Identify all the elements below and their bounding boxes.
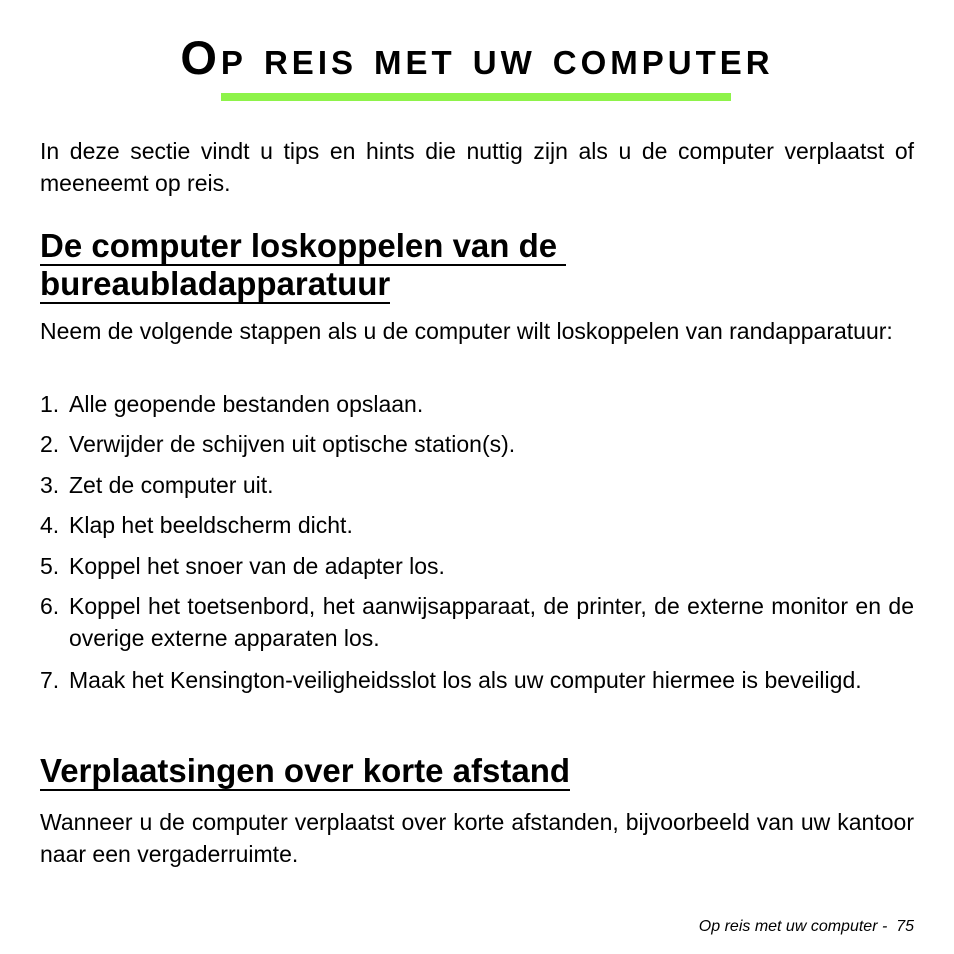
list-item xyxy=(40,590,914,654)
step-text: Koppel het snoer van de adapter los. xyxy=(69,553,445,579)
step-text: Zet de computer uit. xyxy=(69,472,274,498)
list-item xyxy=(40,388,914,420)
page-footer xyxy=(699,916,914,938)
step-number: 5. xyxy=(40,553,60,579)
step-text: Klap het beeldscherm dicht. xyxy=(69,512,353,538)
step-text: Verwijder de schijven uit optische station(s). xyxy=(69,431,516,457)
footer-running-title: Op reis met uw computer - xyxy=(698,918,892,935)
step-text: Koppel het toetsenbord, het aanwijsapparaat, de printer, de externe monitor en de overige externe apparaten los. xyxy=(69,593,914,651)
step-text: Maak het Kensington-veiligheidsslot los als uw computer hiermee is beveiligd. xyxy=(69,667,862,693)
list-item xyxy=(40,428,914,460)
step-number: 4. xyxy=(40,512,60,538)
list-item xyxy=(40,509,914,541)
chapter-title: Op reis met uw computer xyxy=(180,31,774,84)
section-heading-line-1: De computer loskoppelen van de xyxy=(40,227,567,264)
intro-paragraph: In deze sectie vindt u tips en hints die nuttig zijn als u de computer verplaatst of meeneemt op reis. xyxy=(40,138,914,196)
document-page xyxy=(40,0,914,954)
page-number: 75 xyxy=(896,918,914,935)
short-distance-paragraph: Wanneer u de computer verplaatst over korte afstanden, bijvoorbeeld van uw kantoor naar een vergaderruimte. xyxy=(40,809,914,867)
list-item xyxy=(40,550,914,582)
section-heading-text: Verplaatsingen over korte afstand xyxy=(40,752,571,789)
step-number: 7. xyxy=(40,667,60,693)
step-number: 2. xyxy=(40,431,60,457)
step-number: 1. xyxy=(40,391,60,417)
step-number: 3. xyxy=(40,472,60,498)
list-item xyxy=(40,469,914,501)
section-heading-line-2: bureaubladapparatuur xyxy=(40,265,391,302)
section-heading-short-distance xyxy=(40,753,570,791)
chapter-title-underline xyxy=(221,93,731,101)
step-number: 6. xyxy=(40,593,60,619)
step-text: Alle geopende bestanden opslaan. xyxy=(69,391,424,417)
disconnect-lead-paragraph: Neem de volgende stappen als u de computer wilt loskoppelen van randapparatuur: xyxy=(40,318,893,344)
section-heading-disconnect xyxy=(40,228,566,304)
list-item xyxy=(40,664,914,696)
